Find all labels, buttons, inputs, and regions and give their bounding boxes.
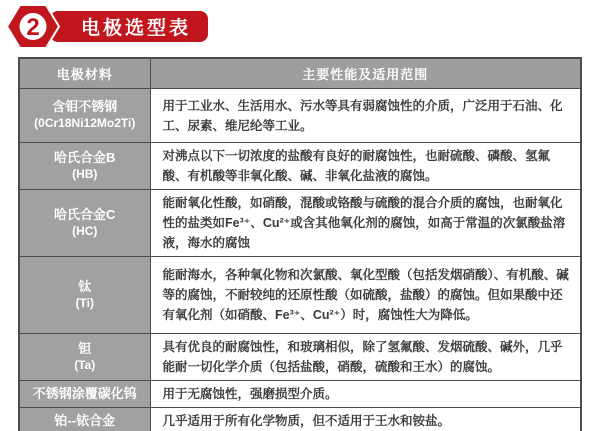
material-cell [19,190,150,257]
table-header-row [19,58,581,89]
section-number-badge [6,3,60,50]
material-code: (0Cr18Ni12Mo2Ti) [34,116,136,131]
table-row [19,89,581,143]
material-code: (Ti) [75,295,94,310]
material-cell [19,89,150,143]
performance-cell: 能耐海水，各种氧化物和次氯酸、氧化型酸（包括发烟硝酸）、有机酸、碱等的腐蚀，不耐较纯的还原性酸（如硫酸，盐酸）的腐蚀。但如果酸中还有氧化剂（如硝酸、Fe³⁺、Cu²⁺）时，腐蚀性大为降低。 [150,257,581,334]
material-cell [19,257,150,334]
material-name: 铂--铱合金 [54,412,116,428]
section-title-ribbon [50,11,208,42]
material-cell [19,381,150,408]
performance-cell: 用于工业水、生活用水、污水等具有弱腐蚀性的介质，广泛用于石油、化工、尿素、维尼纶等工业。 [150,89,581,143]
material-name: 钽 [78,340,92,356]
table-row [19,334,581,381]
performance-cell: 具有优良的耐腐蚀性，和玻璃相似，除了氢氟酸、发烟硫酸、碱外，几乎能耐一切化学介质（包括盐酸，硝酸，硫酸和王水）的腐蚀。 [150,334,581,381]
section-number: 2 [26,14,40,41]
material-name: 钛 [78,278,92,294]
material-name: 不锈钢涂覆碳化钨 [32,385,137,401]
performance-cell: 用于无腐蚀性，强磨损型介质。 [150,381,581,408]
material-code: (Ta) [74,357,96,372]
material-name: 含钼不锈钢 [52,99,118,115]
column-header-material: 电极材料 [19,58,150,89]
material-cell [19,143,150,190]
table-row [19,257,581,334]
electrode-selection-table [18,57,582,431]
table-row [19,408,581,431]
section-title: 电极选型表 [80,18,191,39]
material-name: 哈氏合金C [54,206,116,222]
material-code: (HB) [72,166,98,181]
material-code: (HC) [72,223,98,238]
column-header-performance: 主要性能及适用范围 [150,58,581,89]
table-row [19,381,581,408]
material-cell [19,334,150,381]
performance-cell: 能耐氧化性酸，如硝酸，混酸或铬酸与硫酸的混合介质的腐蚀，也耐氧化性的盐类如Fe³⁺、Cu²⁺或含其他氧化剂的腐蚀，如高于常温的次氯酸盐溶液，海水的腐蚀 [150,190,581,257]
performance-cell: 几乎适用于所有化学物质，但不适用于王水和铵盐。 [150,408,581,431]
table-row [19,190,581,257]
material-name: 哈氏合金B [54,149,116,165]
material-cell [19,408,150,431]
table-row [19,143,581,190]
performance-cell: 对沸点以下一切浓度的盐酸有良好的耐腐蚀性，也耐硫酸、磷酸、氢氟酸、有机酸等非氧化酸、碱、非氧化盐液的腐蚀。 [150,143,581,190]
